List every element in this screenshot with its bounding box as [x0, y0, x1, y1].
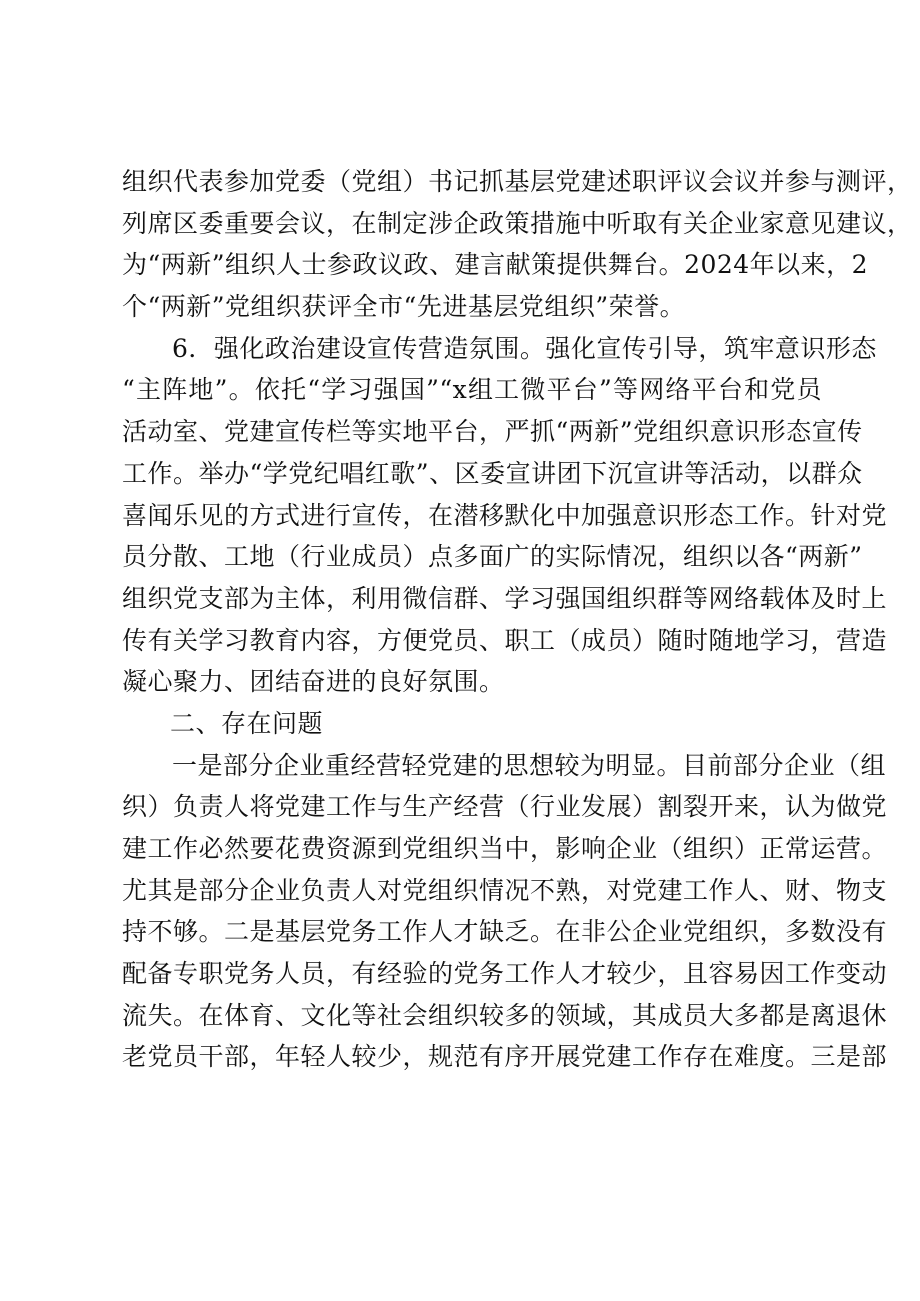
text-line: 为“两新”组织人士参政议政、建言献策提供舞台。2024年以来，2 [122, 250, 869, 280]
text-line: 列席区委重要会议，在制定涉企政策措施中听取有关企业家意见建议， [122, 208, 913, 238]
text-line: 老党员干部，年轻人较少，规范有序开展党建工作存在难度。三是部 [122, 1042, 888, 1072]
text-line: 个“两新”党组织获评全市“先进基层党组织”荣誉。 [122, 292, 686, 322]
paragraph-continuation [122, 161, 913, 328]
paragraph-item-6 [122, 328, 888, 703]
text-line: 流失。在体育、文化等社会组织较多的领域，其成员大多都是离退休 [122, 1000, 888, 1030]
text-line: 尤其是部分企业负责人对党组织情况不熟，对党建工作人、财、物支 [122, 875, 888, 905]
text-line: “主阵地”。依托“学习强国”“x组工微平台”等网络平台和党员 [122, 375, 822, 405]
text-line: 传有关学习教育内容，方便党员、职工（成员）随时随地学习，营造 [122, 625, 888, 655]
text-line: 凝心聚力、团结奋进的良好氛围。 [122, 667, 505, 697]
text-line: 喜闻乐见的方式进行宣传，在潜移默化中加强意识形态工作。针对党 [122, 500, 888, 530]
text-line: 员分散、工地（行业成员）点多面广的实际情况，组织以各“两新” [122, 542, 863, 572]
text-line: 配备专职党务人员，有经验的党务工作人才较少，且容易因工作变动 [122, 959, 888, 989]
text-line: 组织代表参加党委（党组）书记抓基层党建述职评议会议并参与测评， [122, 167, 913, 196]
text-line: 工作。举办“学党纪唱红歌”、区委宣讲团下沉宣讲等活动，以群众 [122, 458, 863, 488]
text-line: 活动室、党建宣传栏等实地平台，严抓“两新”党组织意识形态宣传 [122, 417, 863, 447]
text-line: 组织党支部为主体，利用微信群、学习强国组织群等网络载体及时上 [122, 583, 888, 613]
text-line: 持不够。二是基层党务工作人才缺乏。在非公企业党组织，多数没有 [122, 917, 888, 947]
document-body [122, 161, 913, 1078]
text-line: 织）负责人将党建工作与生产经营（行业发展）割裂开来，认为做党 [122, 792, 888, 822]
section-heading: 二、存在问题 [170, 708, 324, 738]
text-line: 一是部分企业重经营轻党建的思想较为明显。目前部分企业（组 [172, 750, 887, 780]
text-line: 6．强化政治建设宣传营造氛围。强化宣传引导，筑牢意识形态 [172, 333, 877, 363]
text-line: 建工作必然要花费资源到党组织当中，影响企业（组织）正常运营。 [122, 834, 888, 863]
paragraph-problems [122, 745, 888, 1079]
